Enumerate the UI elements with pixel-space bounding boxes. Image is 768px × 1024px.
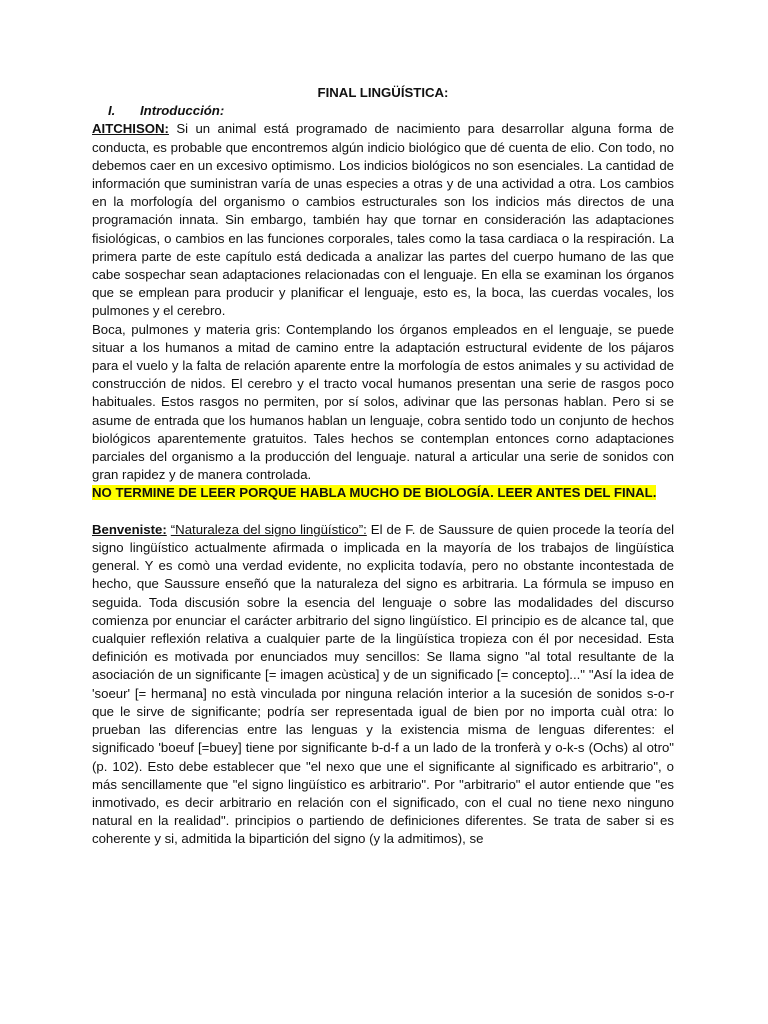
section-heading	[92, 102, 674, 120]
document-page	[92, 84, 674, 849]
document-title: FINAL LINGÜÍSTICA:	[317, 85, 449, 100]
work-title: “Naturaleza del signo lingüístico”:	[170, 521, 367, 537]
aitchison-text: Si un animal está programado de nacimiento para desarrollar alguna forma de conducta, es probable que encontremos algún indicio biológico que dé cuenta de elio. Con todo, no debemos caer en un excesivo optimismo. Los indicios biológicos no son esenciales. La cantidad de información que suministran varía de unas especies a otras y de una actividad a otra. Los cambios en la morfología del organismo o cambios estructurales son los indicios más directos de una programación innata. Sin embargo, también hay que tornar en consideración las adaptaciones fisiológicas, o cambios en las funciones corporales, tales como la tasa cardiaca o la respiración. La primera parte de este capítulo está dedicada a analizar las partes del cuerpo humano de las que cabe sospechar sean adaptaciones relacionadas con el lenguaje. En ella se examinan los órganos que se emplean para producir y planificar el lenguaje, esto es, la boca, las cuerdas vocales, los pulmones y el cerebro.	[92, 121, 674, 319]
reading-note	[92, 484, 674, 502]
section-number: I.	[108, 103, 116, 119]
highlighted-note: NO TERMINE DE LEER PORQUE HABLA MUCHO DE BIOLOGÍA. LEER ANTES DEL FINAL.	[92, 485, 657, 501]
paragraph-spacer	[92, 503, 674, 521]
benveniste-text: El de F. de Saussure de quien procede la teoría del signo lingüístico actualmente afirmada o implicada en la mayoría de los trabajos de lingüística general. Y es comò una verdad evidente, no explicita todavía, pero no obstante incontestada de hecho, que Saussure enseñó que la naturaleza del signo es arbitraria. La fórmula se impuso en seguida. Toda discusión sobre la esencia del lenguaje o sobre las modalidades del discurso comienza por enunciar el carácter arbitrario del signo lingüístico. El principio es de alcance tal, que cualquier reflexión relativa a cualquier parte de la lingüística tropieza con él por necesidad. Esta definición es motivada por enunciados muy sencillos: Se llama signo "al total resultante de la asociación de un significante [= imagen acùstica] y de un significado [= concepto]..." "Así la idea de 'soeur' [= hermana] no està vinculada por ninguna relación interior a la sucesión de sonidos s-o-r que le sirve de significante; podría ser representada igual de bien por no importa cuàl otra: lo prueban las diferencias entre las lenguas y la existencia misma de lenguas diferentes: el significado 'boeuf [=buey] tiene por significante b-d-f a un lado de la tronferà y o-k-s (Ochs) al otro" (p. 102). Esto debe establecer que "el nexo que une el significante al significado es arbitrario", o más sencillamente que "el signo lingüístico es arbitrario". Por "arbitrario" el autor entiende que "es inmotivado, es decir arbitrario en relación con el significado, con el cual no tiene nexo ninguno natural en la realidad". principios o partiendo de definiciones diferentes. Se trata de saber si es coherente y si, admitida la bipartición del signo (y la admitimos), se	[92, 521, 675, 847]
author-benveniste: Benveniste:	[92, 521, 167, 537]
author-aitchison: AITCHISON:	[92, 121, 169, 137]
benveniste-paragraph	[92, 521, 674, 849]
aitchison-paragraph	[92, 120, 674, 320]
section-title: Introducción:	[140, 103, 225, 119]
boca-paragraph: Boca, pulmones y materia gris: Contemplando los órganos empleados en el lenguaje, se puede situar a los humanos a mitad de camino entre la adaptación estructural evidente de los pájaros para el vuelo y la falta de relación aparente entre la morfología de estos animales y su actividad de construcción de nidos. El cerebro y el tracto vocal humanos presentan una serie de rasgos poco habituales. Estos rasgos no permiten, por sí solos, adivinar que las personas hablan. Pero si se asume de entrada que los humanos hablan un lenguaje, cobra sentido todo un conjunto de hechos biológicos aparentemente gratuitos. Tales hechos se contemplan entonces corno adaptaciones parciales del organismo a la producción del lenguaje. natural a articular una serie de sonidos con gran rapidez y de manera controlada.	[92, 321, 674, 483]
